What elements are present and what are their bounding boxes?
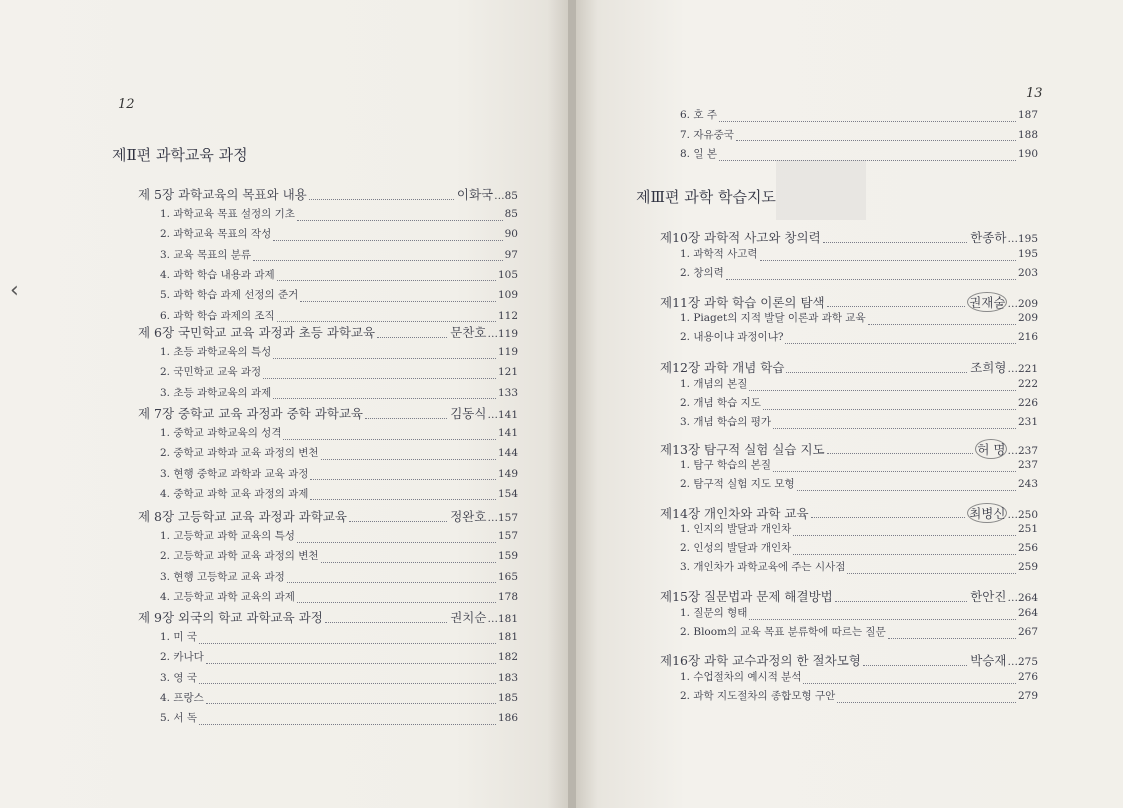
- page-ref: 181: [497, 631, 518, 643]
- section-title: 3. 현행 고등학교 교육 과정: [160, 570, 285, 583]
- toc-item-row: [160, 466, 518, 484]
- section-title: 2. 고등학교 과학 교육 과정의 변천: [160, 550, 319, 563]
- margin-mark-icon: ‹: [10, 278, 19, 303]
- leader-dots: [863, 655, 967, 666]
- section-title: 4. 프랑스: [160, 691, 204, 704]
- chapter-author: 권치순: [450, 610, 487, 625]
- leader-dots: [827, 443, 974, 454]
- page-ref: …264: [1007, 592, 1038, 604]
- page-ref: …237: [1007, 445, 1038, 457]
- leader-dots: [325, 612, 447, 623]
- section-title: 7. 자유중국: [680, 128, 734, 141]
- chapter-title: 제 5장 과학교육의 목표와 내용: [138, 187, 307, 202]
- leader-dots: [206, 653, 496, 664]
- section-title: 1. 중학교 과학교육의 성격: [160, 427, 282, 439]
- leader-dots: [888, 628, 1016, 639]
- left-page-number: 12: [118, 97, 135, 112]
- page-ref: 188: [1017, 128, 1038, 141]
- leader-dots: [349, 511, 447, 522]
- section-title: 1. 과학교육 목표 설정의 기초: [160, 208, 295, 220]
- leader-dots: [277, 270, 496, 281]
- section-title: 4. 과학 학습 내용과 과제: [160, 268, 275, 281]
- leader-dots: [273, 348, 496, 359]
- page-ref: 222: [1017, 378, 1038, 390]
- section-title: 8. 일 본: [680, 148, 717, 160]
- chapter-title: 제13장 탐구적 실험 실습 지도: [660, 442, 825, 457]
- toc-item-row: [160, 710, 518, 728]
- section-title: 2. 탐구적 실험 지도 모형: [680, 478, 795, 490]
- section-title: 5. 서 독: [160, 712, 197, 725]
- page-ref: 157: [497, 530, 518, 542]
- page-ref: 149: [497, 467, 518, 480]
- leader-dots: [365, 408, 447, 419]
- leader-dots: [253, 250, 503, 261]
- leader-dots: [297, 592, 496, 603]
- show-through-shadow: [776, 160, 866, 220]
- section-title: 3. 영 국: [160, 671, 197, 684]
- page-ref: 195: [1017, 248, 1038, 260]
- chapter-author: 김동식: [450, 406, 487, 421]
- page-ref: 279: [1017, 690, 1038, 702]
- leader-dots: [300, 291, 496, 302]
- toc-chapter-row: [660, 358, 1038, 376]
- toc-chapter-row: [660, 439, 1038, 457]
- toc-item-row: [680, 521, 1038, 539]
- right-page: [576, 0, 1123, 808]
- page-ref: 85: [504, 208, 518, 220]
- page-ref: 133: [497, 386, 518, 399]
- page-ref: 112: [497, 309, 518, 322]
- leader-dots: [773, 461, 1016, 472]
- leader-dots: [310, 489, 496, 500]
- page-ref: …85: [494, 190, 518, 202]
- section-title: 1. Piaget의 지적 발달 이론과 과학 교육: [680, 312, 866, 324]
- toc-item-row: [160, 445, 518, 463]
- toc-item-row: [160, 589, 518, 607]
- toc-chapter-row: [138, 608, 518, 626]
- leader-dots: [760, 250, 1016, 261]
- toc-item-row: [160, 548, 518, 566]
- leader-dots: [847, 563, 1016, 574]
- right-part-title: 제Ⅲ편 과학 학습지도: [636, 188, 776, 206]
- toc-item-row: [680, 688, 1038, 706]
- section-title: 3. 개인차가 과학교육에 주는 시사점: [680, 561, 846, 573]
- leader-dots: [835, 591, 967, 602]
- chapter-title: 제15장 질문법과 문제 해결방법: [660, 589, 833, 604]
- chapter-title: 제10장 과학적 사고와 창의력: [660, 230, 821, 245]
- leader-dots: [206, 693, 496, 704]
- page-ref: 256: [1017, 542, 1038, 554]
- page-ref: 259: [1017, 561, 1038, 573]
- page-ref: 90: [504, 228, 518, 241]
- chapter-title: 제 6장 국민학교 교육 과정과 초등 과학교육: [138, 325, 376, 340]
- section-title: 6. 과학 학습 과제의 조직: [160, 309, 275, 322]
- toc-item-row: [160, 267, 518, 285]
- chapter-title: 제11장 과학 학습 이론의 탐색: [660, 295, 825, 310]
- section-title: 1. 초등 과학교육의 특성: [160, 346, 272, 358]
- leader-dots: [273, 230, 502, 241]
- toc-chapter-row: [660, 292, 1038, 310]
- toc-item-row: [680, 476, 1038, 494]
- toc-item-row: [680, 146, 1038, 164]
- page-ref: 186: [497, 712, 518, 725]
- leader-dots: [763, 399, 1016, 410]
- page-ref: 141: [497, 427, 518, 439]
- page-ref: 183: [497, 671, 518, 684]
- section-title: 2. 국민학교 교육 과정: [160, 366, 262, 379]
- leader-dots: [736, 130, 1016, 141]
- page-ref: …221: [1007, 363, 1038, 375]
- page-ref: 182: [497, 651, 518, 664]
- section-title: 4. 고등학교 과학 교육의 과제: [160, 590, 295, 603]
- section-title: 3. 개념 학습의 평가: [680, 416, 772, 428]
- toc-item-row: [680, 127, 1038, 145]
- toc-item-row: [680, 395, 1038, 413]
- chapter-author: 최병신: [967, 503, 1007, 523]
- leader-dots: [773, 418, 1016, 429]
- toc-item-row: [680, 107, 1038, 125]
- leader-dots: [277, 311, 496, 322]
- section-title: 3. 교육 목표의 분류: [160, 248, 252, 261]
- section-title: 5. 과학 학습 과제 선정의 준거: [160, 289, 299, 302]
- left-part-title: 제Ⅱ편 과학교육 과정: [112, 146, 248, 164]
- toc-item-row: [680, 329, 1038, 347]
- leader-dots: [797, 480, 1016, 491]
- toc-item-row: [680, 376, 1038, 394]
- chapter-title: 제14장 개인차와 과학 교육: [660, 506, 809, 521]
- toc-item-row: [160, 287, 518, 305]
- leader-dots: [868, 314, 1016, 325]
- page-ref: 97: [504, 248, 518, 261]
- page-ref: 216: [1017, 331, 1038, 343]
- toc-item-row: [160, 629, 518, 647]
- toc-item-row: [680, 310, 1038, 328]
- section-title: 1. 고등학교 과학 교육의 특성: [160, 530, 295, 542]
- chapter-author: 한종하: [970, 230, 1007, 245]
- chapter-author: 조희형: [970, 360, 1007, 375]
- page-ref: 165: [497, 570, 518, 583]
- toc-item-row: [680, 624, 1038, 642]
- page-ref: 276: [1017, 671, 1038, 683]
- leader-dots: [283, 429, 495, 440]
- leader-dots: [749, 380, 1016, 391]
- toc-item-row: [680, 265, 1038, 283]
- toc-item-row: [160, 247, 518, 265]
- chapter-title: 제16장 과학 교수과정의 한 절차모형: [660, 653, 861, 668]
- chapter-author: 한안진: [970, 589, 1007, 604]
- page-ref: 190: [1017, 148, 1038, 160]
- section-title: 2. 개념 학습 지도: [680, 397, 761, 409]
- toc-item-row: [680, 414, 1038, 432]
- chapter-author: 권재술: [967, 292, 1007, 312]
- chapter-author: 박승재: [970, 653, 1007, 668]
- chapter-title: 제 7장 중학교 교육 과정과 중학 과학교육: [138, 406, 363, 421]
- leader-dots: [273, 388, 496, 399]
- section-title: 1. 미 국: [160, 631, 197, 643]
- leader-dots: [837, 692, 1016, 703]
- section-title: 4. 중학교 과학 교육 과정의 과제: [160, 487, 309, 500]
- leader-dots: [719, 111, 1016, 122]
- page-ref: …141: [487, 409, 518, 421]
- section-title: 2. 창의력: [680, 267, 724, 279]
- leader-dots: [321, 449, 496, 460]
- toc-chapter-row: [138, 404, 518, 422]
- leader-dots: [719, 150, 1016, 161]
- page-ref: 178: [497, 590, 518, 603]
- toc-item-row: [160, 486, 518, 504]
- page-ref: …119: [487, 328, 518, 340]
- leader-dots: [803, 673, 1015, 684]
- toc-item-row: [680, 669, 1038, 687]
- page-ref: 159: [497, 550, 518, 563]
- leader-dots: [785, 333, 1015, 344]
- leader-dots: [321, 552, 496, 563]
- page-ref: 121: [497, 366, 518, 379]
- page-ref: …195: [1007, 233, 1038, 245]
- toc-item-row: [680, 246, 1038, 264]
- section-title: 1. 과학적 사고력: [680, 248, 758, 260]
- toc-item-row: [160, 690, 518, 708]
- section-title: 2. 내용이냐 과정이냐?: [680, 331, 784, 343]
- right-page-number: 13: [1026, 86, 1043, 101]
- page-ref: 119: [497, 346, 518, 358]
- section-title: 2. 과학교육 목표의 작성: [160, 228, 272, 241]
- section-title: 1. 인지의 발달과 개인차: [680, 523, 792, 535]
- chapter-title: 제 8장 고등학교 교육 과정과 과학교육: [138, 509, 347, 524]
- leader-dots: [823, 232, 968, 243]
- page-ref: …275: [1007, 656, 1038, 668]
- toc-chapter-row: [660, 503, 1038, 521]
- chapter-author: 정완호: [450, 509, 487, 524]
- toc-item-row: [680, 540, 1038, 558]
- toc-item-row: [160, 385, 518, 403]
- page-ref: 187: [1017, 109, 1038, 121]
- page-ref: 154: [497, 487, 518, 500]
- leader-dots: [199, 633, 496, 644]
- page-ref: …181: [487, 613, 518, 625]
- toc-chapter-row: [138, 507, 518, 525]
- section-title: 3. 현행 중학교 과학과 교육 과정: [160, 467, 309, 480]
- toc-item-row: [160, 226, 518, 244]
- leader-dots: [297, 532, 496, 543]
- leader-dots: [377, 327, 447, 338]
- page-ref: 251: [1017, 523, 1038, 535]
- section-title: 1. 질문의 형태: [680, 607, 748, 619]
- toc-item-row: [160, 528, 518, 546]
- page-ref: 237: [1017, 459, 1038, 471]
- toc-chapter-row: [138, 323, 518, 341]
- toc-item-row: [160, 670, 518, 688]
- toc-item-row: [680, 605, 1038, 623]
- leader-dots: [287, 572, 496, 583]
- toc-chapter-row: [660, 651, 1038, 669]
- section-title: 1. 개념의 본질: [680, 378, 748, 390]
- page-ref: 209: [1017, 312, 1038, 324]
- leader-dots: [726, 269, 1016, 280]
- leader-dots: [199, 673, 496, 684]
- toc-item-row: [680, 559, 1038, 577]
- leader-dots: [199, 714, 496, 725]
- leader-dots: [310, 469, 496, 480]
- toc-item-row: [160, 649, 518, 667]
- leader-dots: [793, 544, 1016, 555]
- page-ref: 105: [497, 268, 518, 281]
- page-ref: 185: [497, 691, 518, 704]
- page-ref: …209: [1007, 298, 1038, 310]
- toc-item-row: [680, 457, 1038, 475]
- toc-chapter-row: [660, 228, 1038, 246]
- section-title: 2. 과학 지도절차의 종합모형 구안: [680, 690, 836, 702]
- leader-dots: [309, 189, 454, 200]
- leader-dots: [297, 210, 503, 221]
- section-title: 1. 탐구 학습의 본질: [680, 459, 772, 471]
- page-ref: 144: [497, 447, 518, 460]
- chapter-title: 제 9장 외국의 학교 과학교육 과정: [138, 610, 323, 625]
- chapter-title: 제12장 과학 개념 학습: [660, 360, 785, 375]
- page-ref: …157: [487, 512, 518, 524]
- leader-dots: [263, 368, 496, 379]
- section-title: 2. 카나다: [160, 651, 204, 664]
- chapter-author: 문찬호: [450, 325, 487, 340]
- chapter-author: 이화국: [456, 187, 494, 202]
- toc-item-row: [160, 425, 518, 443]
- section-title: 2. 인성의 발달과 개인차: [680, 542, 792, 554]
- section-title: 2. Bloom의 교육 목표 분류학에 따르는 질문: [680, 626, 886, 638]
- page-ref: 264: [1017, 607, 1038, 619]
- page-ref: 109: [497, 289, 518, 302]
- chapter-author: 허 명: [975, 439, 1007, 459]
- page-ref: 243: [1017, 478, 1038, 490]
- leader-dots: [786, 362, 967, 373]
- leader-dots: [827, 296, 966, 307]
- section-title: 1. 수업절차의 예시적 분석: [680, 671, 802, 683]
- toc-chapter-row: [660, 587, 1038, 605]
- page-ref: 267: [1017, 626, 1038, 638]
- leader-dots: [811, 507, 966, 518]
- toc-item-row: [160, 206, 518, 224]
- section-title: 6. 호 주: [680, 109, 717, 121]
- page-ref: …250: [1007, 509, 1038, 521]
- page-ref: 226: [1017, 397, 1038, 409]
- toc-chapter-row: [138, 185, 518, 203]
- section-title: 2. 중학교 과학과 교육 과정의 변천: [160, 447, 319, 460]
- toc-item-row: [160, 569, 518, 587]
- leader-dots: [793, 525, 1016, 536]
- page-ref: 231: [1017, 416, 1038, 428]
- section-title: 3. 초등 과학교육의 과제: [160, 386, 272, 399]
- page-ref: 203: [1017, 267, 1038, 279]
- toc-item-row: [160, 344, 518, 362]
- leader-dots: [749, 609, 1016, 620]
- toc-item-row: [160, 364, 518, 382]
